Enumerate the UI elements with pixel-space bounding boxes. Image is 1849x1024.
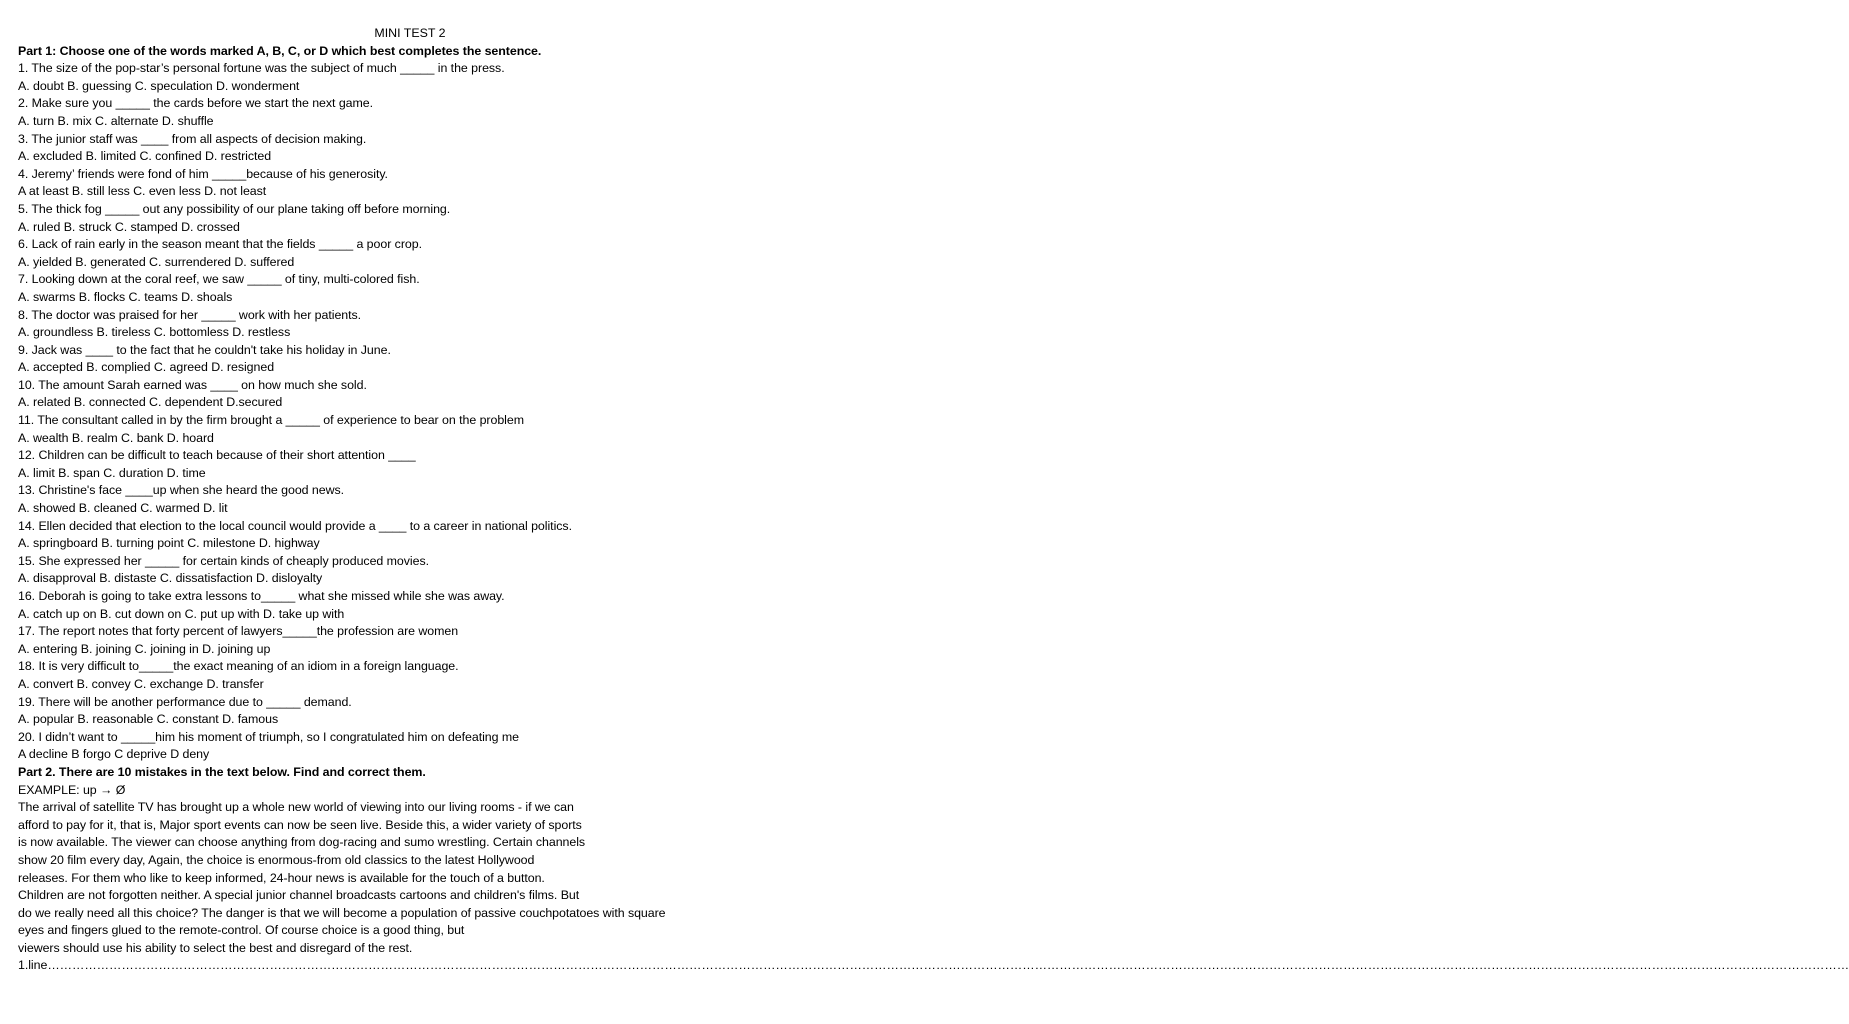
passage-line: is now available. The viewer can choose anything from dog-racing and sumo wrestling. Certain channels <box>18 835 586 850</box>
question-line: 7. Looking down at the coral reef, we saw _____ of tiny, multi-colored fish. <box>18 272 420 287</box>
question-line: A. catch up on B. cut down on C. put up with D. take up with <box>18 606 345 621</box>
passage-line: afford to pay for it, that is, Major sport events can now be seen live. Beside this, a wider variety of sports <box>18 817 582 832</box>
question-line: 15. She expressed her _____ for certain kinds of cheaply produced movies. <box>18 553 429 568</box>
question-line: 16. Deborah is going to take extra lessons to_____ what she missed while she was away. <box>18 589 505 603</box>
part2-heading: Part 2. There are 10 mistakes in the text below. Find and correct them. <box>18 764 426 779</box>
question-line: 10. The amount Sarah earned was ____ on how much she sold. <box>18 377 367 392</box>
part1-heading: Part 1: Choose one of the words marked A, B, C, or D which best completes the sentence. <box>18 43 542 58</box>
passage-line: viewers should use his ability to select the best and disregard of the rest. <box>18 940 413 955</box>
question-line: A. popular B. reasonable C. constant D. famous <box>18 712 279 727</box>
question-line: A. springboard B. turning point C. milestone D. highway <box>18 536 320 551</box>
question-line: 18. It is very difficult to_____the exact meaning of an idiom in a foreign language. <box>18 659 459 674</box>
question-line: 1. The size of the pop-star’s personal fortune was the subject of much _____ in the press. <box>18 61 505 76</box>
question-line: A. wealth B. realm C. bank D. hoard <box>18 430 214 445</box>
question-line: A. limit B. span C. duration D. time <box>18 465 206 480</box>
passage-line: eyes and fingers glued to the remote-control. Of course choice is a good thing, but <box>18 923 465 938</box>
question-line: 4. Jeremy’ friends were fond of him _____because of his generosity. <box>18 166 388 181</box>
passage-line: do we really need all this choice? The danger is that we will become a population of passive couchpotatoes with square <box>18 905 666 920</box>
question-line: A. entering B. joining C. joining in D. joining up <box>18 641 271 656</box>
document-title: MINI TEST 2 <box>374 26 446 40</box>
question-line: A. accepted B. complied C. agreed D. resigned <box>18 360 275 375</box>
question-line: A. groundless B. tireless C. bottomless D. restless <box>18 325 291 340</box>
question-line: 19. There will be another performance due to _____ demand. <box>18 694 352 709</box>
question-line: A. swarms B. flocks C. teams D. shoals <box>18 289 233 304</box>
question-line: 14. Ellen decided that election to the local council would provide a ____ to a career in national politics. <box>18 518 572 533</box>
question-line: 11. The consultant called in by the firm brought a _____ of experience to bear on the problem <box>18 413 524 428</box>
question-line: A. excluded B. limited C. confined D. restricted <box>18 149 272 164</box>
question-line: 3. The junior staff was ____ from all aspects of decision making. <box>18 131 367 146</box>
question-line: A decline B forgo C deprive D deny <box>18 747 210 762</box>
question-line: A. showed B. cleaned C. warmed D. lit <box>18 501 228 516</box>
passage-line: show 20 film every day, Again, the choice is enormous-from old classics to the latest Hollywood <box>18 852 535 867</box>
question-line: A. doubt B. guessing C. speculation D. wonderment <box>18 78 300 93</box>
answer-line: 1.line…………………………………………………………………………………………………………………………………………………………………………………………………………………………………………………………………………………………………………………………………………………………………………………………………… <box>18 958 1849 973</box>
question-line: 5. The thick fog _____ out any possibility of our plane taking off before morning. <box>18 201 451 216</box>
part2-example: EXAMPLE: up → Ø <box>18 782 126 797</box>
question-line: 2. Make sure you _____ the cards before we start the next game. <box>18 96 374 111</box>
part2-passage <box>18 799 758 957</box>
question-line: 6. Lack of rain early in the season meant that the fields _____ a poor crop. <box>18 237 422 252</box>
question-line: A. turn B. mix C. alternate D. shuffle <box>18 113 214 128</box>
passage-line: releases. For them who like to keep informed, 24-hour news is available for the touch of a button. <box>18 870 545 885</box>
question-line: 20. I didn’t want to _____him his moment of triumph, so I congratulated him on defeating me <box>18 729 519 744</box>
question-line: 17. The report notes that forty percent of lawyers_____the profession are women <box>18 624 459 639</box>
question-line: A. ruled B. struck C. stamped D. crossed <box>18 219 240 234</box>
question-line: A. convert B. convey C. exchange D. transfer <box>18 676 264 691</box>
question-line: A at least B. still less C. even less D. not least <box>18 184 267 199</box>
question-line: A. yielded B. generated C. surrendered D. suffered <box>18 254 295 269</box>
passage-line: Children are not forgotten neither. A special junior channel broadcasts cartoons and children's films. But <box>18 888 580 903</box>
passage-line: The arrival of satellite TV has brought up a whole new world of viewing into our living rooms - if we can <box>18 800 574 815</box>
document-page <box>18 25 1849 975</box>
question-line: 8. The doctor was praised for her _____ work with her patients. <box>18 307 362 322</box>
question-line: 13. Christine's face ____up when she heard the good news. <box>18 483 345 498</box>
question-line: 12. Children can be difficult to teach because of their short attention ____ <box>18 448 416 463</box>
question-line: A. related B. connected C. dependent D.secured <box>18 395 283 410</box>
part1-question-list <box>18 60 758 764</box>
question-line: 9. Jack was ____ to the fact that he couldn't take his holiday in June. <box>18 342 391 357</box>
question-line: A. disapproval B. distaste C. dissatisfaction D. disloyalty <box>18 571 323 586</box>
